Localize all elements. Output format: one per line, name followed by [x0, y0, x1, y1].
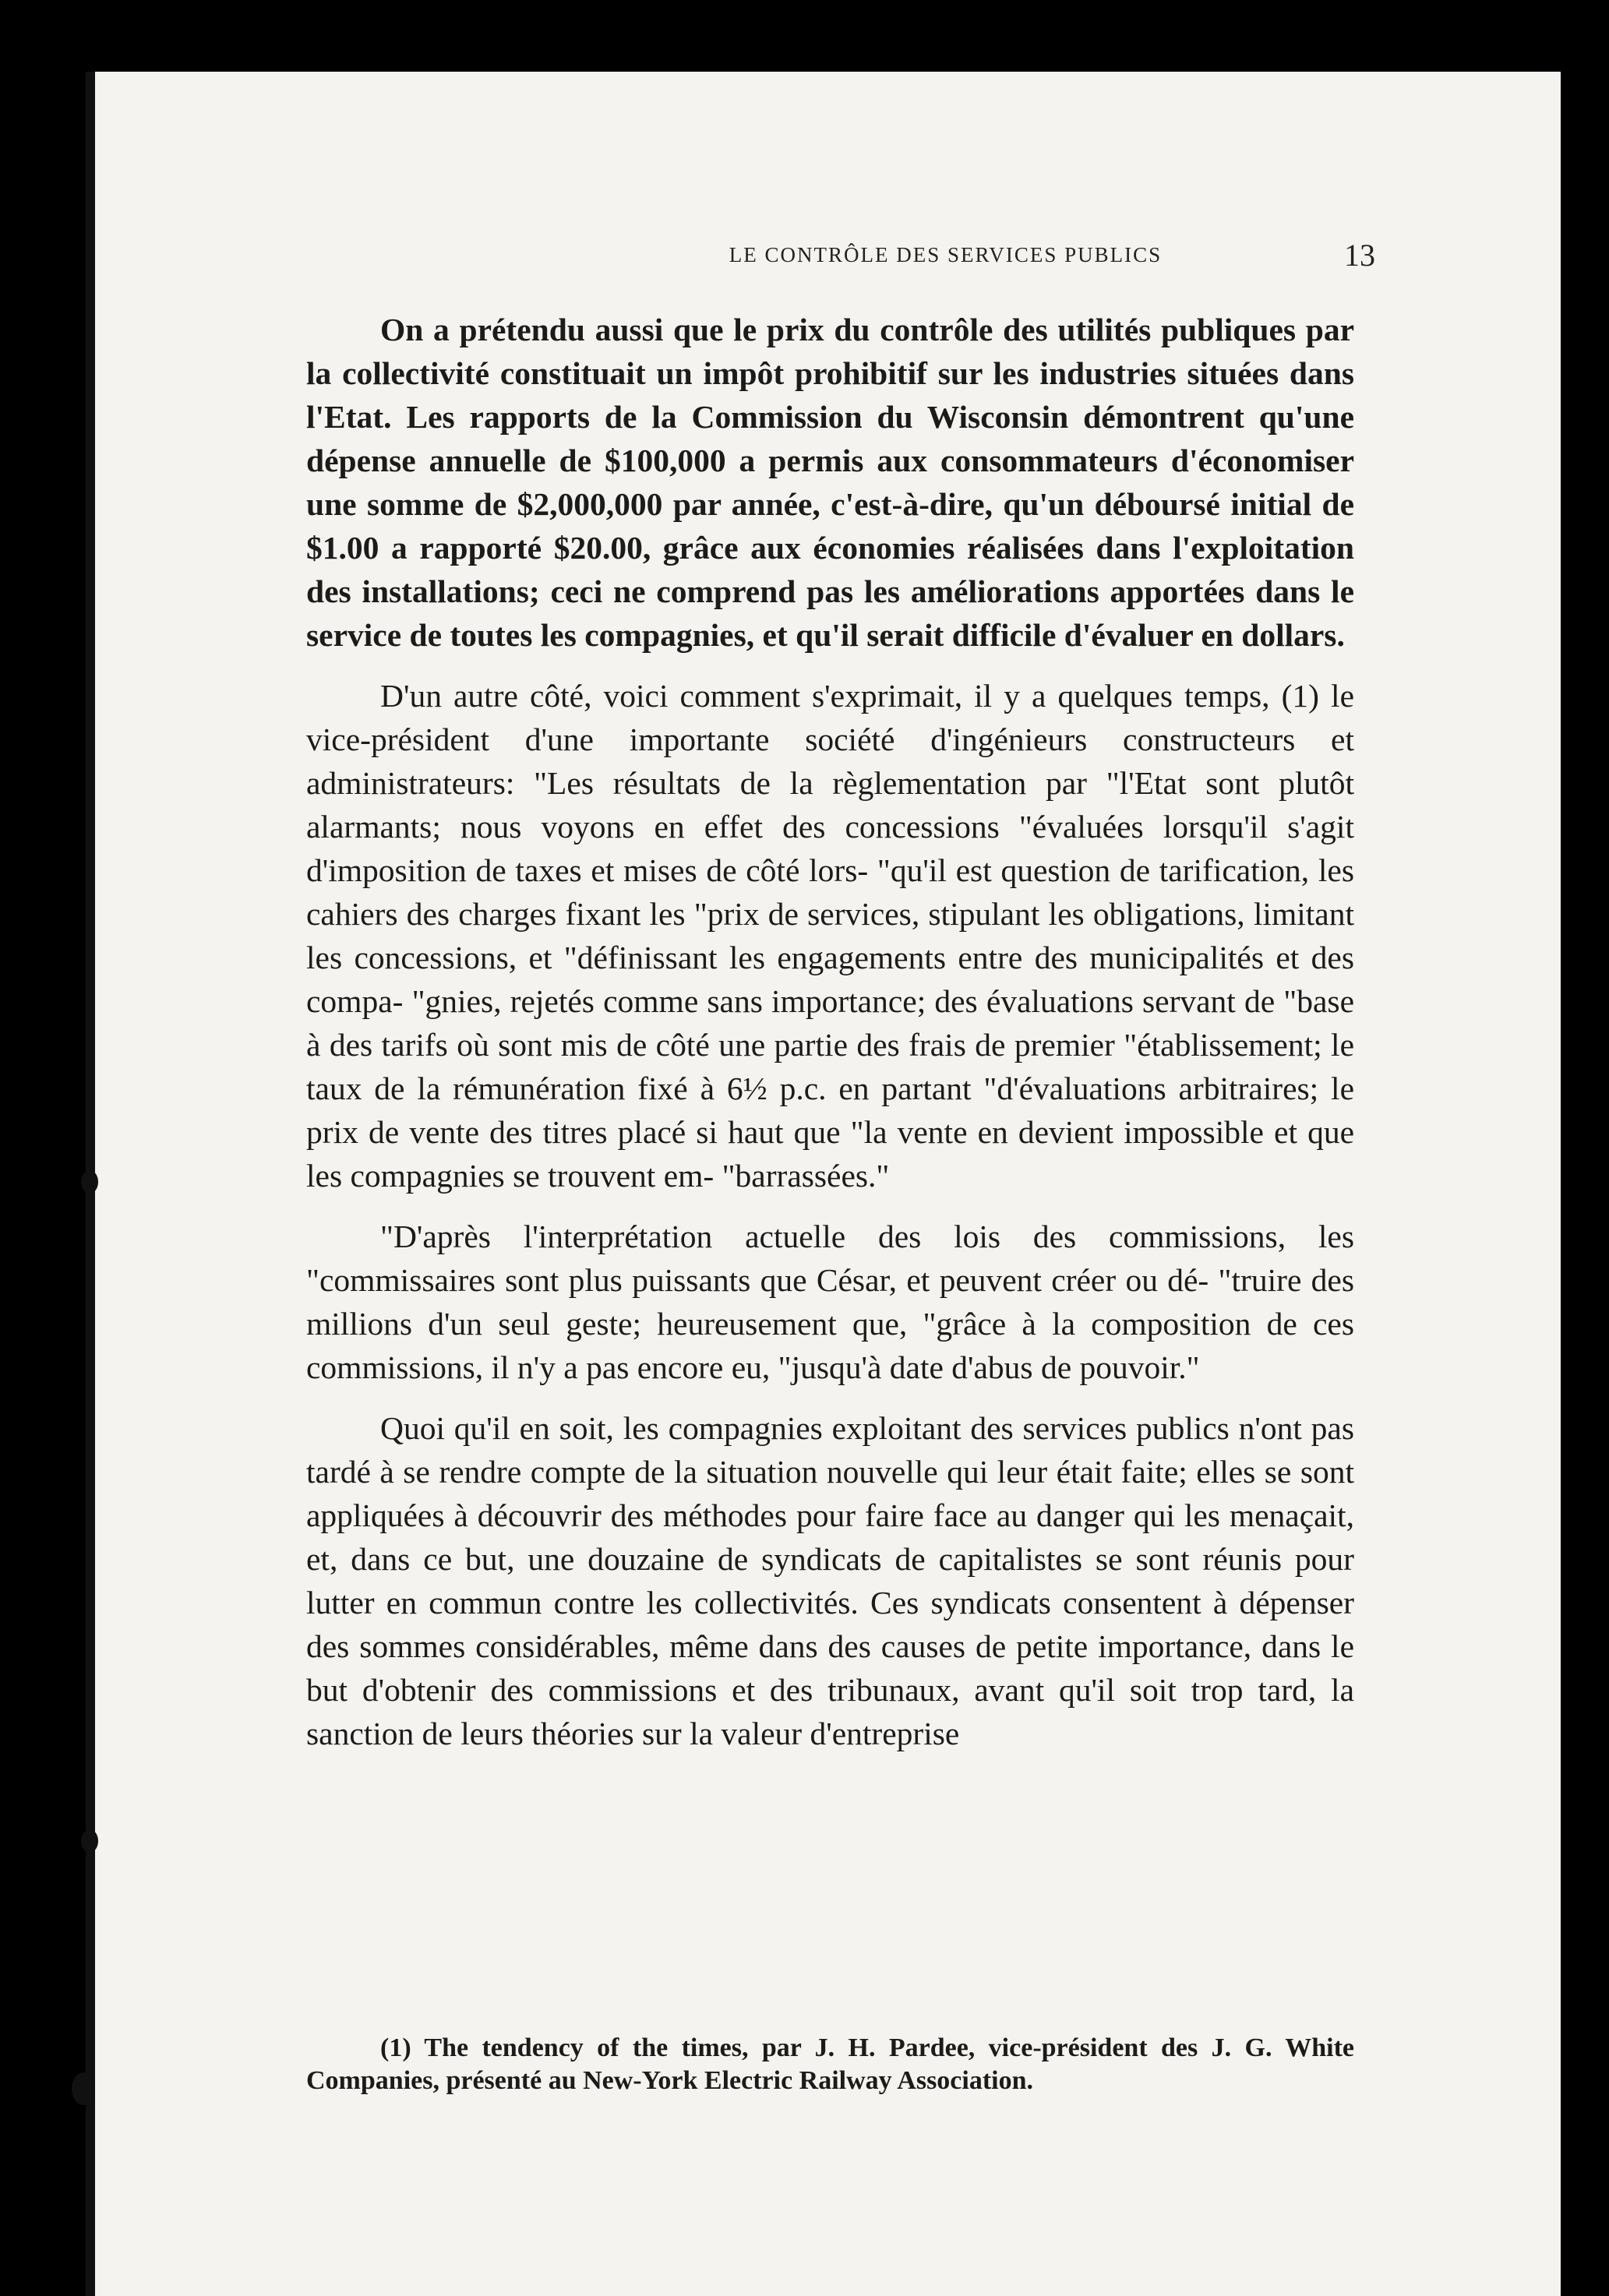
- margin-mark: [81, 1170, 98, 1194]
- page-number: 13: [1344, 238, 1375, 273]
- footnote-text: (1) The tendency of the times, par J. H. Pardee, vice-président des J. G. White Companies, présenté au New-York Electric Railway Association.: [306, 2033, 1354, 2095]
- body-text: [306, 308, 1354, 1772]
- footnote: [306, 2032, 1354, 2097]
- paragraph: Quoi qu'il en soit, les compagnies exploitant des services publics n'ont pas tardé à se rendre compte de la situation nouvelle qui leur était faite; elles se sont appliquées à découvrir des méthodes pour faire face au danger qui les menaçait, et, dans ce but, une douzaine de syndicats de capitalistes se sont réunis pour lutter en commun contre les collectivités. Ces syndicats consentent à dépenser des sommes considérables, même dans des causes de petite importance, dans le but d'obtenir des commissions et des tribunaux, avant qu'il soit trop tard, la sanction de leurs théories sur la valeur d'entreprise: [306, 1410, 1354, 1751]
- margin-mark: [81, 1829, 98, 1853]
- paragraph: D'un autre côté, voici comment s'exprimait, il y a quelques temps, (1) le vice-président d'une importante société d'ingénieurs constructeurs et administrateurs: "Les résultats de la règlementation par "l'Etat sont plutôt alarmants; nous voyons en effet des concessions "évaluées lorsqu'il s'agit d'imposition de taxes et mises de côté lors- "qu'il est question de tarification, les cahiers des charges fixant les "prix de services, stipulant les obligations, limitant les concessions, et "définissant les engagements entre des municipalités et des compa- "gnies, rejetés comme sans importance; des évaluations servant de "base à des tarifs où sont mis de côté une partie des frais de premier "établissement; le taux de la rémunération fixé à 6½ p.c. en partant "d'évaluations arbitraires; le prix de vente des titres placé si haut que "la vente en devient impossible et que les compagnies se trouvent em- "barrassées.": [306, 678, 1354, 1194]
- running-header: LE CONTRÔLE DES SERVICES PUBLICS: [729, 243, 1163, 266]
- paragraph: "D'après l'interprétation actuelle des lois des commissions, les "commissaires sont plus puissants que César, et peuvent créer ou dé- "truire des millions d'un seul geste; heureusement que, "grâce à la composition de ces commissions, il n'y a pas encore eu, "jusqu'à date d'abus de pouvoir.": [306, 1219, 1354, 1385]
- margin-mark: [72, 2072, 95, 2105]
- paragraph: On a prétendu aussi que le prix du contrôle des utilités publiques par la collectivité constituait un impôt prohibitif sur les industries situées dans l'Etat. Les rapports de la Commission du Wisconsin démontrent qu'une dépense annuelle de $100,000 a permis aux consommateurs d'économiser une somme de $2,000,000 par année, c'est-à-dire, qu'un déboursé initial de $1.00 a rapporté $20.00, grâce aux économies réalisées dans l'exploitation des installations; ceci ne comprend pas les améliorations apportées dans le service de toutes les compagnies, et qu'il serait difficile d'évaluer en dollars.: [306, 312, 1354, 653]
